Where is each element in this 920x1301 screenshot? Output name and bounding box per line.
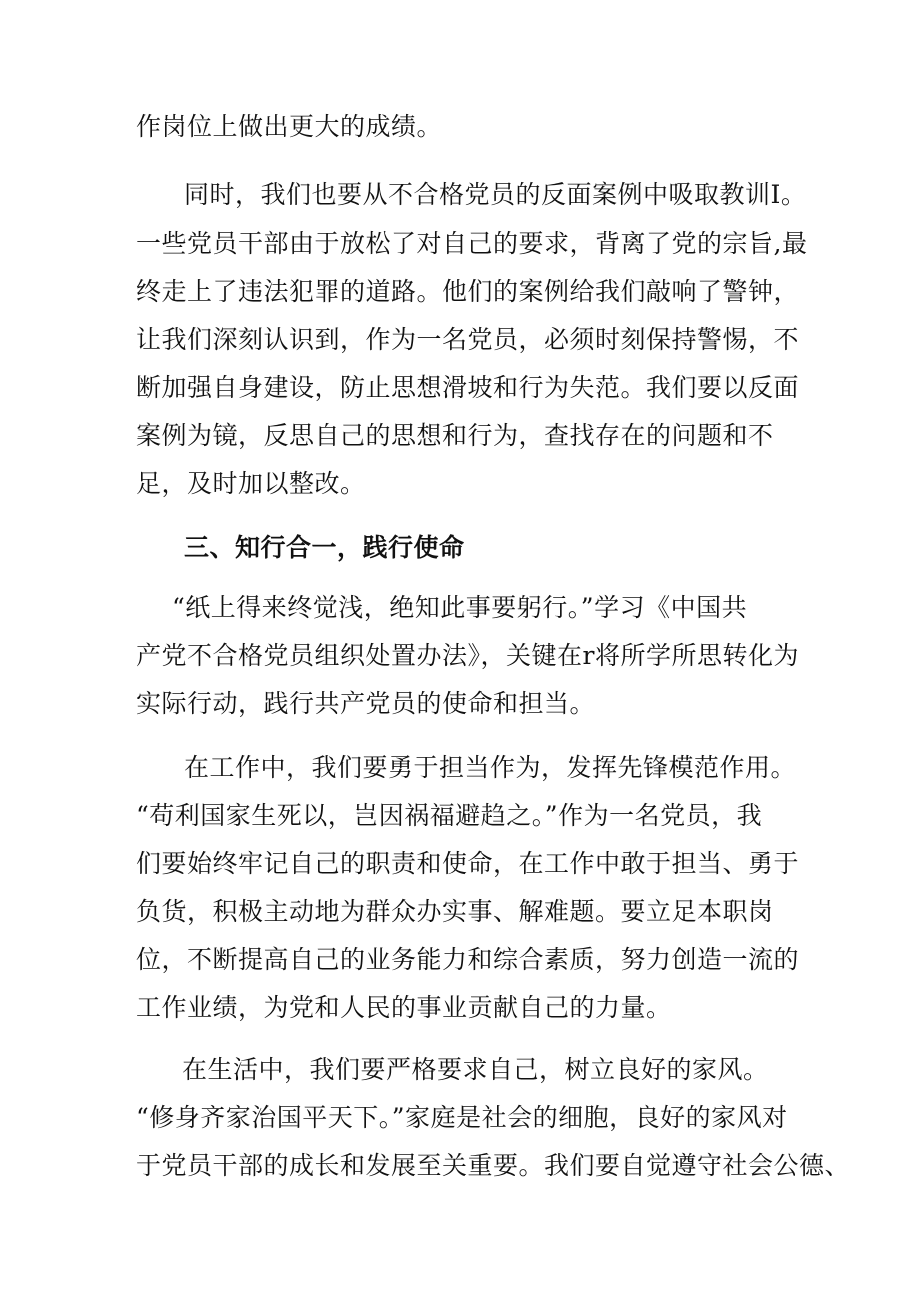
- paragraph-line: 在生活中，我们要严格要求自己，树立良好的家风。: [182, 1055, 769, 1084]
- section-heading: 三、知行合一，践行使命: [184, 533, 465, 562]
- paragraph-line: 实际行动，践行共产党员的使命和担当。: [136, 689, 596, 718]
- paragraph-line: 们要始终牢记自己的职责和使命，在工作中敢于担当、勇于: [136, 849, 800, 878]
- paragraph-line: 负货，积极主动地为群众办实事、解难题。要立足本职岗: [136, 897, 774, 926]
- paragraph-line: “苟利国家生死以，岂因祸福避趋之。”作为一名党员，我: [136, 801, 763, 830]
- paragraph-line: 同时，我们也要从不合格党员的反面案例中吸取教训I。: [184, 180, 807, 209]
- paragraph-line: 位，不断提高自己的业务能力和综合素质，努力创造一流的: [136, 945, 800, 974]
- paragraph-line: “纸上得来终觉浅，绝知此事要躬行。”学习《中国共: [172, 593, 748, 622]
- paragraph-line: 在工作中，我们要勇于担当作为，发挥先锋模范作用。: [184, 753, 797, 782]
- paragraph-line: 工作业绩，为党和人民的事业贡献自己的力量。: [136, 993, 672, 1022]
- paragraph-line: 于党员干部的成长和发展至关重要。我们要自觉遵守社会公德、: [136, 1151, 851, 1180]
- paragraph-line: “修身齐家治国平天下。”家庭是社会的细胞，良好的家风对: [136, 1103, 788, 1132]
- paragraph-line: 案例为镜，反思自己的思想和行为，查找存在的问题和不: [136, 421, 774, 450]
- paragraph-line: 让我们深刻认识到，作为一名党员，必须时刻保持警惕，不: [136, 325, 800, 354]
- paragraph-line: 断加强自身建设，防止思想滑坡和行为失范。我们要以反面: [136, 373, 800, 402]
- paragraph-line: 一些党员干部由于放松了对自己的要求，背离了党的宗旨,最: [136, 229, 808, 258]
- paragraph-line: 产党不合格党员组织处置办法》，关键在r将所学所思转化为: [136, 641, 799, 670]
- paragraph-line: 终走上了违法犯罪的道路。他们的案例给我们敲响了警钟，: [136, 277, 800, 306]
- paragraph-line: 足，及时加以整改。: [136, 469, 366, 498]
- paragraph-line: 作岗位上做出更大的成绩。: [136, 112, 443, 141]
